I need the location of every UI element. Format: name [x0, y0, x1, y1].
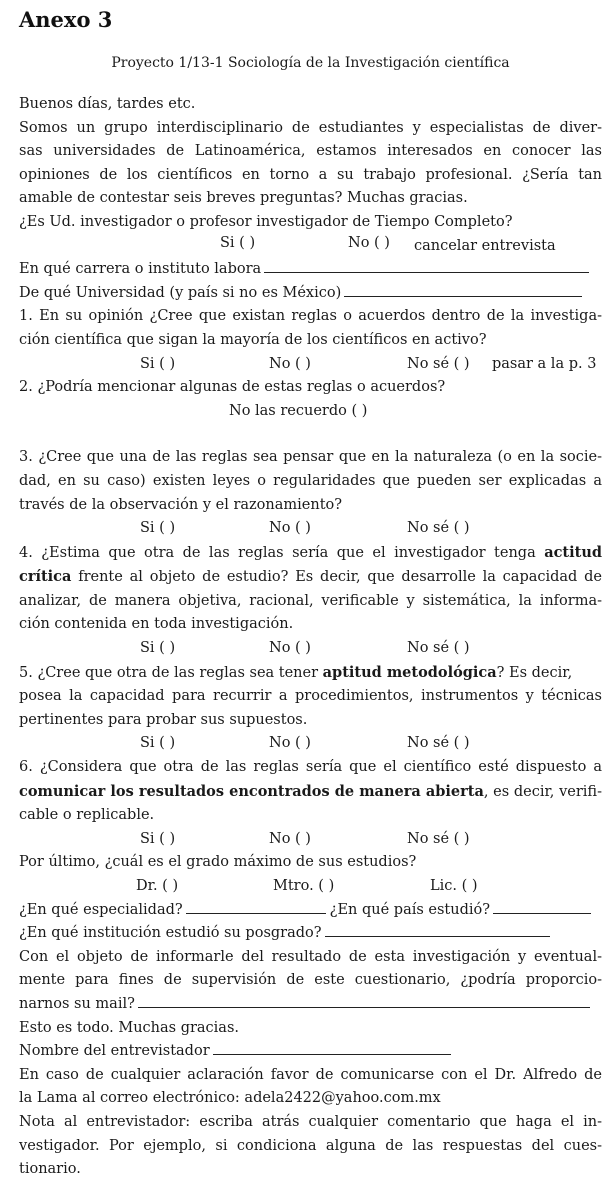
q2-norecuerdo-option[interactable]: No las recuerdo ( )	[229, 402, 368, 419]
q3-line: 3. ¿Cree que una de las reglas sea pensar que en la naturaleza (o en la socie-	[19, 449, 602, 466]
screening-options	[19, 235, 602, 259]
note-line: tionario.	[19, 1161, 81, 1178]
institucion-row	[19, 922, 602, 946]
screening-no-option[interactable]: No ( )	[348, 234, 390, 251]
q6-line: cable o replicable.	[19, 807, 155, 824]
universidad-label: De qué Universidad (y país si no es México)	[19, 284, 342, 301]
degree-lic-option[interactable]: Lic. ( )	[430, 878, 478, 894]
q1-no-option[interactable]: No ( )	[269, 355, 311, 372]
intro-line: sas universidades de Latinoamérica, estamos interesados en conocer las	[19, 143, 602, 160]
pais-label: ¿En qué país estudió?	[329, 901, 491, 918]
q3-line: través de la observación y el razonamiento?	[19, 496, 343, 513]
entrevistador-blank[interactable]	[213, 1040, 451, 1055]
studies-options	[19, 875, 602, 899]
q1-skip-label: pasar a la p. 3	[492, 355, 597, 372]
q5-no-option[interactable]: No ( )	[269, 735, 311, 752]
note-line: vestigador. Por ejemplo, si condiciona alguna de las respuestas del cues-	[19, 1137, 602, 1154]
q3-si-option[interactable]: Si ( )	[140, 520, 176, 537]
q5-options	[19, 732, 602, 756]
especialidad-row	[19, 899, 602, 923]
thanks-line: Esto es todo. Muchas gracias.	[19, 1019, 240, 1036]
q4-options	[19, 637, 602, 661]
intro-line: amable de contestar seis breves preguntas? Muchas gracias.	[19, 190, 468, 207]
q1-nose-option[interactable]: No sé ( )	[407, 355, 470, 372]
q6-no-option[interactable]: No ( )	[269, 830, 311, 847]
contact-line: la Lama al correo electrónico: adela2422@yahoo.com.mx	[19, 1090, 441, 1107]
mail-label: narnos su mail?	[19, 995, 135, 1012]
entrevistador-row	[19, 1040, 602, 1064]
q1-si-option[interactable]: Si ( )	[140, 355, 176, 372]
q1-line: 1. En su opinión ¿Cree que existan reglas o acuerdos dentro de la investiga-	[19, 308, 602, 325]
closing-line: Con el objeto de informarle del resultado de esta investigación y eventual-	[19, 948, 602, 965]
q4-nose-option[interactable]: No sé ( )	[407, 640, 470, 657]
carrera-field-row	[19, 258, 602, 282]
screening-si-option[interactable]: Si ( )	[220, 234, 256, 251]
mail-blank[interactable]	[138, 993, 590, 1008]
contact-line: En caso de cualquier aclaración favor de comunicarse con el Dr. Alfredo de	[19, 1066, 602, 1083]
q6-line: comunicar los resultados encontrados de manera abierta, es decir, verifi-	[19, 782, 602, 800]
screening-question: ¿Es Ud. investigador o profesor investigador de Tiempo Completo?	[19, 213, 513, 230]
q6-si-option[interactable]: Si ( )	[140, 830, 176, 847]
closing-line: mente para fines de supervisión de este cuestionario, ¿podría proporcio-	[19, 972, 602, 989]
q6-line: 6. ¿Considera que otra de las reglas sería que el científico esté dispuesto a	[19, 759, 602, 776]
q4-line: 4. ¿Estima que otra de las reglas sería que el investigador tenga actitud	[19, 543, 602, 561]
q5-nose-option[interactable]: No sé ( )	[407, 735, 470, 752]
q5-line: pertinentes para probar sus supuestos.	[19, 711, 308, 728]
q2-options	[19, 400, 602, 424]
q3-no-option[interactable]: No ( )	[269, 520, 311, 537]
q4-line: crítica frente al objeto de estudio? Es decir, que desarrolle la capacidad de	[19, 568, 602, 586]
especialidad-label: ¿En qué especialidad?	[19, 901, 183, 918]
q3-options	[19, 517, 602, 541]
greeting: Buenos días, tardes etc.	[19, 96, 196, 112]
q1-options	[19, 353, 602, 377]
entrevistador-label: Nombre del entrevistador	[19, 1043, 210, 1060]
page-title: Anexo 3	[19, 7, 113, 32]
q1-line: ción científica que sigan la mayoría de los científicos en activo?	[19, 331, 487, 348]
questionnaire-page	[19, 6, 602, 1182]
q5-line: posea la capacidad para recurrir a procedimientos, instrumentos y técnicas	[19, 688, 602, 705]
pais-blank[interactable]	[493, 899, 591, 914]
q6-options	[19, 828, 602, 852]
q5-line: 5. ¿Cree que otra de las reglas sea tener aptitud metodológica? Es decir,	[19, 663, 573, 681]
q2-line: 2. ¿Podría mencionar algunas de estas reglas o acuerdos?	[19, 379, 446, 396]
q5-si-option[interactable]: Si ( )	[140, 735, 176, 752]
cancel-interview-label: cancelar entrevista	[414, 237, 556, 254]
carrera-label: En qué carrera o instituto labora	[19, 261, 262, 278]
q3-nose-option[interactable]: No sé ( )	[407, 520, 470, 537]
q4-si-option[interactable]: Si ( )	[140, 640, 176, 657]
note-line: Nota al entrevistador: escriba atrás cualquier comentario que haga el in-	[19, 1113, 602, 1130]
project-subtitle: Proyecto 1/13-1 Sociología de la Investigación científica	[111, 55, 510, 71]
universidad-field-row	[19, 282, 602, 306]
studies-question: Por último, ¿cuál es el grado máximo de sus estudios?	[19, 854, 417, 871]
intro-line: opiniones de los científicos en torno a su trabajo profesional. ¿Sería tan	[19, 166, 602, 183]
especialidad-blank[interactable]	[186, 899, 326, 914]
carrera-blank[interactable]	[264, 258, 589, 273]
institucion-label: ¿En qué institución estudió su posgrado?	[19, 925, 322, 942]
universidad-blank[interactable]	[344, 282, 582, 297]
institucion-blank[interactable]	[325, 922, 550, 937]
q4-no-option[interactable]: No ( )	[269, 640, 311, 657]
degree-dr-option[interactable]: Dr. ( )	[136, 878, 179, 894]
q4-line: analizar, de manera objetiva, racional, verificable y sistemática, la informa-	[19, 592, 602, 609]
degree-mtro-option[interactable]: Mtro. ( )	[273, 878, 335, 894]
q4-line: ción contenida en toda investigación.	[19, 616, 294, 633]
q6-nose-option[interactable]: No sé ( )	[407, 830, 470, 847]
q3-line: dad, en su caso) existen leyes o regularidades que pueden ser explicadas a	[19, 472, 602, 489]
mail-row	[19, 993, 602, 1017]
intro-line: Somos un grupo interdisciplinario de estudiantes y especialistas de diver-	[19, 119, 602, 136]
